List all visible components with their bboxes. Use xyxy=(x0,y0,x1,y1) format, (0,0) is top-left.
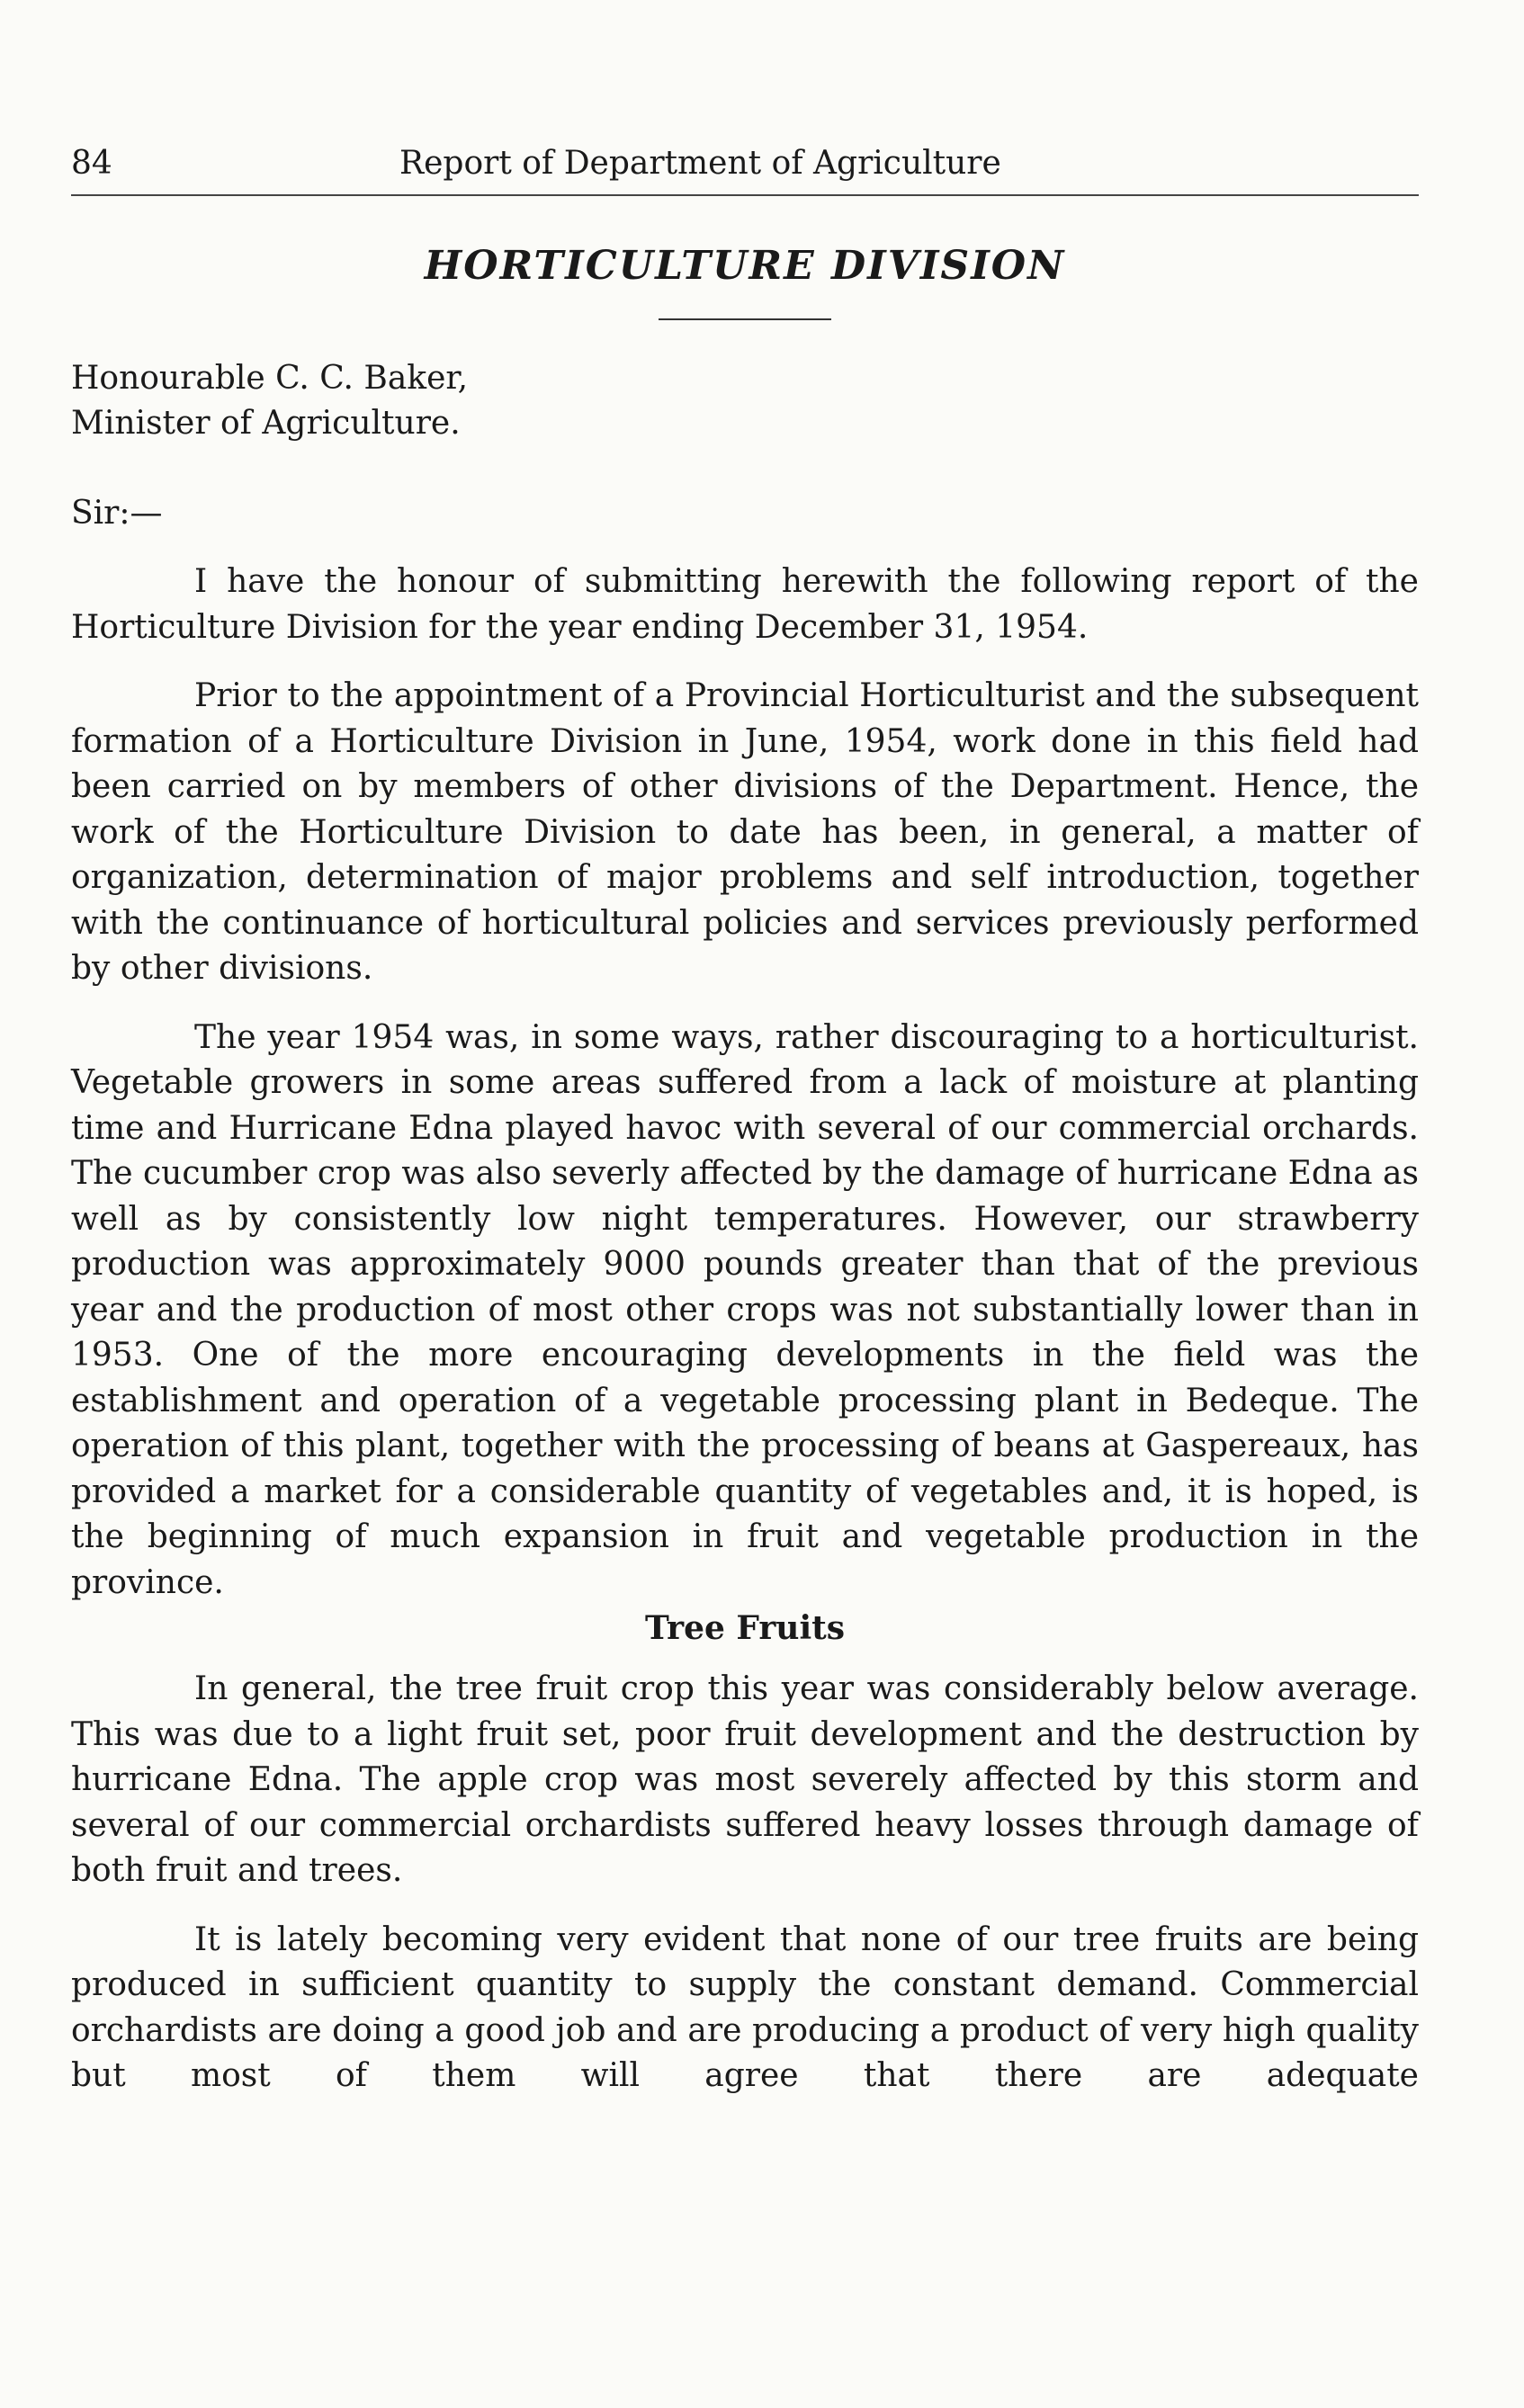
addressee-name: Honourable C. C. Baker, xyxy=(71,360,469,397)
division-title: HORTICULTURE DIVISION xyxy=(424,243,1066,289)
running-title: Report of Department of Agriculture xyxy=(399,145,1001,182)
paragraph-tree-fruit-demand: It is lately becoming very evident that none of our tree fruits are being produced in sufficient quantity to supply the constant demand. Commercial orchardists are doing a good job and are producing a product of very high quality but most of them will agree that there are adequate xyxy=(71,1920,1419,2094)
section-heading-tree-fruits: Tree Fruits xyxy=(644,1609,846,1647)
addressee-block xyxy=(71,356,1419,446)
paragraph-year-review: The year 1954 was, in some ways, rather discouraging to a horticulturist. Vegetable growers in some areas suffered from a lack of moisture at planting time and Hurricane Edna played havoc with several of our commercial orchards. The cucumber crop was also severly affected by the damage of hurricane Edna as well as by consistently low night temperatures. However, our strawberry production was approximately 9000 pounds greater than that of the previous year and the production of most other crops was not substantially lower than in 1953. One of the more encouraging developments in the field was the establishment and operation of a vegetable processing plant in Bedeque. The operation of this plant, together with the processing of beans at Gaspereaux, has provided a market for a considerable quantity of vegetables and, it is hoped, is the beginning of much expansion in fruit and vegetable production in the province. xyxy=(71,1018,1419,1601)
title-divider xyxy=(659,318,831,320)
paragraph-tree-fruit-crop: In general, the tree fruit crop this year was considerably below average. This was due to a light fruit set, poor fruit development and the destruction by hurricane Edna. The apple crop was most severely affected by this storm and several of our commercial orchardists suffered heavy losses through damage of both fruit and trees. xyxy=(71,1670,1419,1889)
document-page xyxy=(71,144,1419,2099)
salutation: Sir:— xyxy=(71,495,163,532)
page-number: 84 xyxy=(71,145,112,182)
paragraph-background: Prior to the appointment of a Provincial Horticulturist and the subsequent formation of a Horticulture Division in June, 1954, work done in this field had been carried on by members of other divisions of the Department. Hence, the work of the Horticulture Division to date has been, in general, a matter of organization, determination of major problems and self introduction, together with the continuance of horticultural policies and services previously performed by other divisions. xyxy=(71,677,1419,987)
addressee-title: Minister of Agriculture. xyxy=(71,405,461,442)
paragraph-intro: I have the honour of submitting herewith the following report of the Horticulture Division for the year ending December 31, 1954. xyxy=(71,563,1419,646)
page-header xyxy=(71,144,1419,196)
